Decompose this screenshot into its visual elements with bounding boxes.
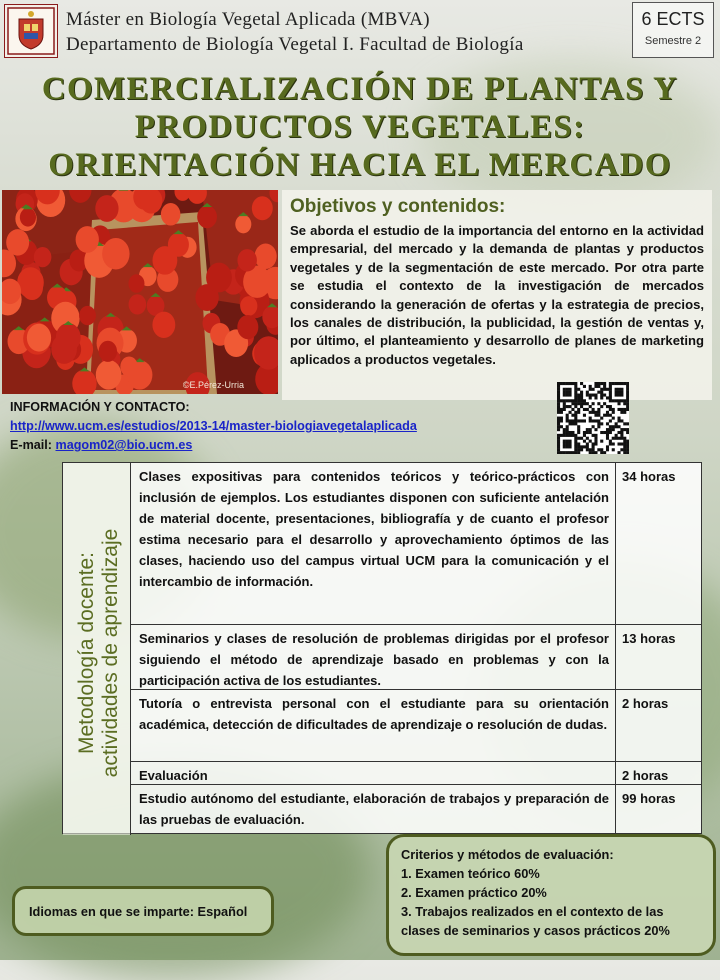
activity-hours: 13 horas xyxy=(615,625,702,689)
strawberry xyxy=(152,312,175,338)
strawberry xyxy=(76,226,99,253)
strawberry xyxy=(240,296,257,316)
evaluation-item: 1. Examen teórico 60% xyxy=(401,866,540,881)
strawberry xyxy=(120,357,137,377)
activity-hours: 2 horas xyxy=(615,690,702,761)
contact-heading: INFORMACIÓN Y CONTACTO: xyxy=(10,400,190,414)
strawberry xyxy=(20,208,36,227)
strawberry xyxy=(17,267,44,298)
page-title xyxy=(0,70,720,184)
objectives-text: Se aborda el estudio de la importancia del entorno en la actividad empresarial, del mercado y la demanda de plantas y productos vegetales y de la segmentación de este mercado. Por otra parte se estudia el contexto de la investigación de mercados considerando la generación de ofertas y la estrategia de precios, los canales de distribución, la publicidad, la gestión de ventas y, por último, el planteamiento y desarrollo de planes de marketing aplicados a productos vegetales. xyxy=(290,223,704,367)
methodology-title-line: Metodología docente: xyxy=(75,552,98,754)
activity-description: Seminarios y clases de resolución de problemas dirigidas por el profesor siguiendo el método de aprendizaje basado en problemas y con la participación activa de los estudiantes. xyxy=(139,631,609,688)
strawberry-photo xyxy=(2,190,278,394)
department-name: Departamento de Biología Vegetal I. Facultad de Biología xyxy=(66,34,524,55)
methodology-side-label xyxy=(63,463,131,835)
ects-credits: 6 ECTS xyxy=(641,9,705,29)
strawberry xyxy=(252,196,273,220)
strawberry-leaf xyxy=(119,190,129,191)
objectives-panel xyxy=(282,190,712,400)
title-line: ORIENTACIÓN HACIA EL MERCADO xyxy=(48,147,672,183)
strawberry xyxy=(6,229,29,255)
email-label: E-mail: xyxy=(10,438,56,452)
methodology-title-line: actividades de aprendizaje xyxy=(99,528,122,778)
strawberry xyxy=(129,294,147,314)
program-name: Máster en Biología Vegetal Aplicada (MBVA) xyxy=(66,9,430,30)
semester-label: Semestre 2 xyxy=(644,35,702,47)
strawberry xyxy=(237,315,258,339)
strawberry xyxy=(128,274,144,292)
strawberry xyxy=(34,247,52,267)
evaluation-criteria-box xyxy=(386,834,716,956)
objectives-heading: Objetivos y contenidos: xyxy=(290,196,506,217)
languages-text: Idiomas en que se imparte: Español xyxy=(29,904,248,919)
activity-hours: 2 horas xyxy=(615,762,702,784)
evaluation-item: 2. Examen práctico 20% xyxy=(401,885,547,900)
evaluation-heading: Criterios y métodos de evaluación: xyxy=(401,847,614,862)
strawberry xyxy=(161,203,181,225)
activity-description: Evaluación xyxy=(139,768,208,783)
strawberry xyxy=(206,263,232,293)
strawberry xyxy=(235,215,251,233)
strawberry xyxy=(237,249,256,271)
strawberry xyxy=(255,244,277,269)
activity-hours: 99 horas xyxy=(615,785,702,833)
university-crest-icon xyxy=(4,4,58,58)
strawberry xyxy=(56,323,81,352)
activity-hours: 34 horas xyxy=(615,463,702,624)
email-link[interactable]: magom02@bio.ucm.es xyxy=(55,438,193,452)
activity-description: Estudio autónomo del estudiante, elaboración de trabajos y preparación de las pruebas de evaluación. xyxy=(139,791,609,827)
photo-credit: ©E.Pérez-Urria xyxy=(182,380,244,390)
methodology-table xyxy=(62,462,702,834)
activity-description: Clases expositivas para contenidos teóricos y teórico-prácticos con inclusión de ejemplos. Los estudiantes disponen con suficiente antelación de material docente, presentaciones, bibliografía y de cuanto el profesor estima necesario para el desarrollo y aprovechamiento óptimos de las clases, haciendo uso del campus virtual UCM para la comunicación y el intercambio de información. xyxy=(139,469,609,589)
strawberry xyxy=(95,195,118,222)
title-line: COMERCIALIZACIÓN DE PLANTAS Y xyxy=(41,71,679,107)
contact-section xyxy=(10,398,417,455)
strawberry xyxy=(27,324,51,352)
activity-description: Tutoría o entrevista personal con el estudiante para su orientación académica, detección de dificultades de aprendizaje o resolución de dudas. xyxy=(139,696,609,732)
methodology-title xyxy=(75,483,123,823)
table-row xyxy=(131,762,702,785)
table-row xyxy=(131,785,702,833)
strawberry xyxy=(79,306,96,325)
strawberry xyxy=(99,341,117,362)
table-row xyxy=(131,690,702,762)
languages-box xyxy=(12,886,274,936)
strawberry xyxy=(197,206,217,229)
table-row xyxy=(131,625,702,690)
strawberry xyxy=(153,246,178,275)
table-row xyxy=(131,463,702,625)
ects-badge xyxy=(632,2,714,58)
evaluation-item: 3. Trabajos realizados en el contexto de las clases de seminarios y casos prácticos 20% xyxy=(401,904,670,938)
program-link[interactable]: http://www.ucm.es/estudios/2013-14/master-biologiavegetalaplicada xyxy=(10,419,417,433)
strawberry xyxy=(102,238,129,270)
strawberry xyxy=(96,360,122,390)
qr-code-icon[interactable] xyxy=(557,382,629,454)
title-line: PRODUCTOS VEGETALES: xyxy=(134,109,586,145)
